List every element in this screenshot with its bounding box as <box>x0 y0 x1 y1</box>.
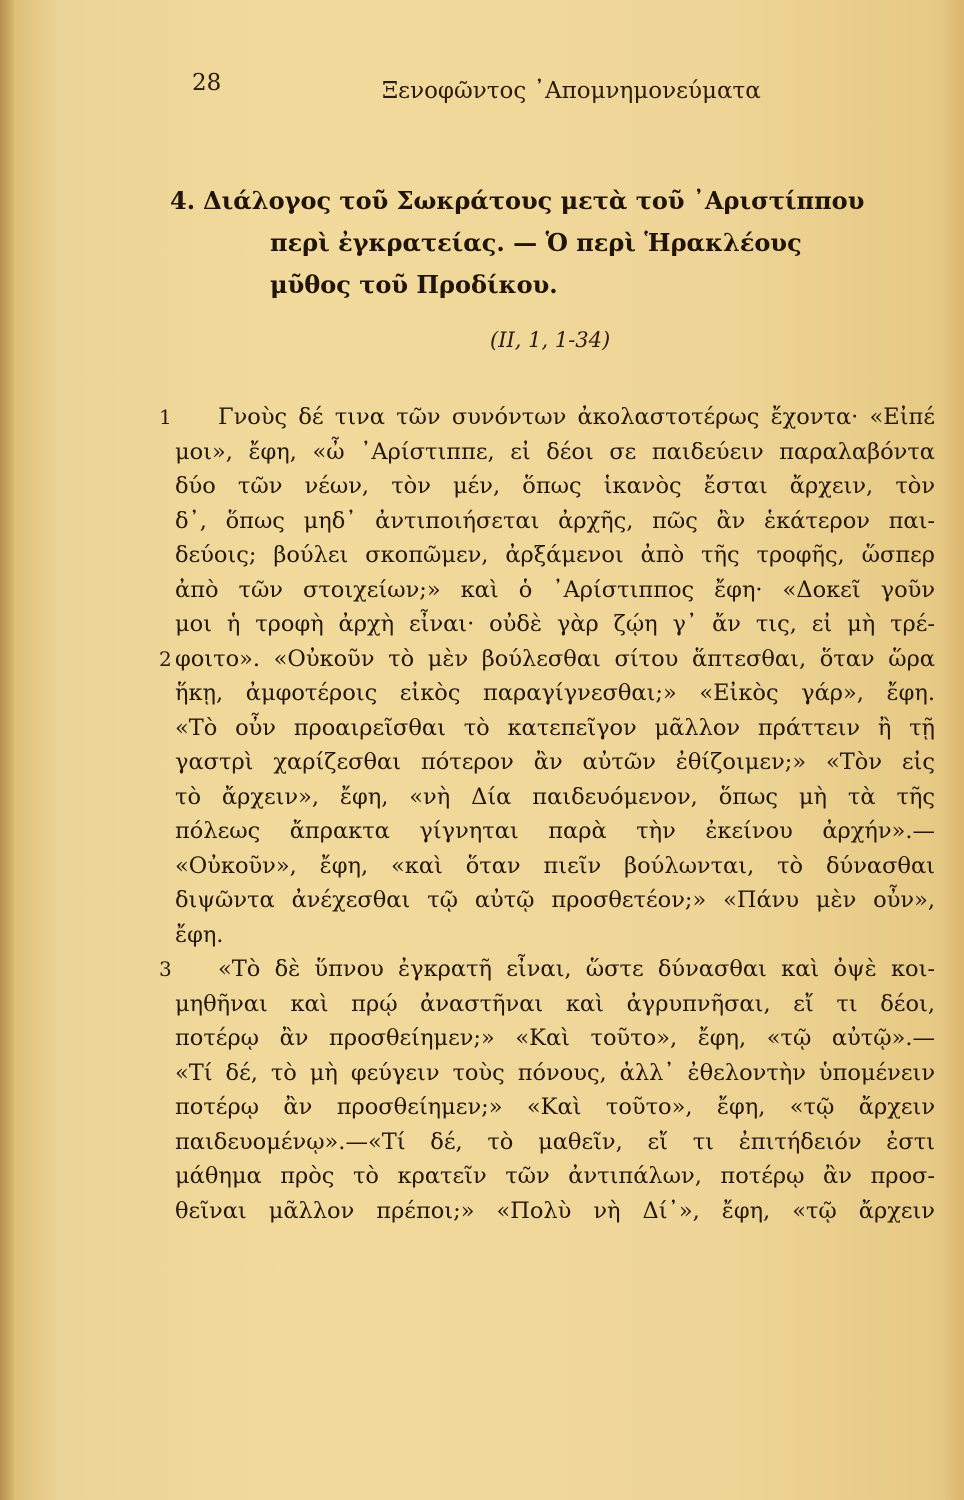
text-line <box>159 400 935 435</box>
text-line: ἀπὸ τῶν στοιχείων;» καὶ ὁ ᾿Αρίστιππος ἔφη· «Δοκεῖ γοῦν <box>175 576 935 603</box>
section-title-line-1: Διάλογος τοῦ Σωκράτους μετὰ τοῦ ᾿Αριστίππου <box>203 186 865 215</box>
text-line: «Τὸ οὖν προαιρεῖσθαι τὸ κατεπεῖγον μᾶλλον πράττειν ἢ τῇ <box>175 714 935 741</box>
text-line: δεύοις; βούλει σκοπῶμεν, ἀρξάμενοι ἀπὸ τῆς τροφῆς, ὥσπερ <box>175 542 935 568</box>
text-line-content: Γνοὺς δέ τινα τῶν συνόντων ἀκολαστοτέρως ἔχοντα· «Εἰπέ <box>218 404 935 430</box>
text-line: «Τί δέ, τὸ μὴ φεύγειν τοὺς πόνους, ἀλλ᾿ ἐθελοντὴν ὑπομένειν <box>175 1059 935 1086</box>
text-line: παιδευομένῳ».—«Τί δέ, τὸ μαθεῖν, εἴ τι ἐπιτήδειόν ἐστι <box>175 1128 935 1155</box>
text-line: ἥκῃ, ἀμφοτέροις εἰκὸς παραγίγνεσθαι;» «Εἰκὸς γάρ», ἔφη. <box>175 680 935 706</box>
text-line: δύο τῶν νέων, τὸν μέν, ὅπως ἱκανὸς ἔσται ἄρχειν, τὸν <box>175 473 935 499</box>
section-heading <box>170 180 930 306</box>
text-line: μάθημα πρὸς τὸ κρατεῖν τῶν ἀντιπάλων, ποτέρῳ ἂν προσ- <box>175 1163 935 1189</box>
text-line: μηθῆναι καὶ πρῴ ἀναστῆναι καὶ ἀγρυπνῆσαι, εἴ τι δέοι, <box>175 990 935 1017</box>
page-number: 28 <box>192 70 222 96</box>
text-line: «Οὐκοῦν», ἔφη, «καὶ ὅταν πιεῖν βούλωνται, τὸ δύνασθαι <box>175 852 935 879</box>
text-line: δ᾿, ὅπως μηδ᾿ ἀντιποιήσεται ἀρχῆς, πῶς ἂν ἑκάτερον παι- <box>175 507 935 534</box>
text-line: ἔφη. <box>175 921 224 948</box>
source-reference: (ΙΙ, 1, 1-34) <box>490 328 611 352</box>
section-heading-line <box>170 180 930 222</box>
section-title-line-3: μῦθος τοῦ Προδίκου. <box>270 270 558 299</box>
section-heading-line <box>170 264 930 306</box>
text-line: μοι ἡ τροφὴ ἀρχὴ εἶναι· οὐδὲ γὰρ ζῴη γ᾿ ἄν τις, εἰ μὴ τρέ- <box>175 611 935 637</box>
text-line: τὸ ἄρχειν», ἔφη, «νὴ Δία παιδευόμενον, ὅπως μὴ τὰ τῆς <box>175 783 935 810</box>
text-line: γαστρὶ χαρίζεσθαι πότερον ἂν αὐτῶν ἐθίζοιμεν;» «Τὸν εἰς <box>175 749 935 775</box>
text-line: θεῖναι μᾶλλον πρέποι;» «Πολὺ νὴ Δί᾿», ἔφη, «τῷ ἄρχειν <box>175 1197 935 1224</box>
text-line: μοι», ἔφη, «ὦ ᾿Αρίστιππε, εἰ δέοι σε παιδεύειν παραλαβόντα <box>175 438 935 465</box>
margin-number: 3 <box>159 957 172 981</box>
margin-number: 2 <box>159 646 172 671</box>
text-line <box>159 952 935 987</box>
running-title: Ξενοφῶντος ᾿Απομνημονεύματα <box>382 78 761 104</box>
section-heading-line <box>170 222 930 264</box>
text-line-content: «Τὸ δὲ ὕπνου ἐγκρατῆ εἶναι, ὥστε δύνασθαι καὶ ὀψὲ κοι- <box>218 956 935 982</box>
text-line: διψῶντα ἀνέχεσθαι τῷ αὐτῷ προσθετέον;» «Πάνυ μὲν οὖν», <box>175 887 935 913</box>
text-line-content: φοιτο». «Οὐκοῦν τὸ μὲν βούλεσθαι σίτου ἅπτεσθαι, ὅταν ὥρα <box>175 645 935 672</box>
text-line: ποτέρῳ ἂν προσθείημεν;» «Καὶ τοῦτο», ἔφη, «τῷ αὐτῷ».— <box>175 1025 935 1051</box>
page-edge-shadow <box>0 0 14 1500</box>
text-line: ποτέρῳ ἂν προσθείημεν;» «Καὶ τοῦτο», ἔφη, «τῷ ἄρχειν <box>175 1094 935 1120</box>
section-title-line-2: περὶ ἐγκρατείας. — Ὁ περὶ Ἡρακλέους <box>270 228 802 257</box>
text-line: πόλεως ἄπρακτα γίγνηται παρὰ τὴν ἐκείνου ἀρχήν».— <box>175 818 935 844</box>
body-text <box>159 400 935 1228</box>
section-number: 4. <box>170 186 196 215</box>
margin-number: 1 <box>159 405 172 429</box>
text-line <box>159 642 935 677</box>
